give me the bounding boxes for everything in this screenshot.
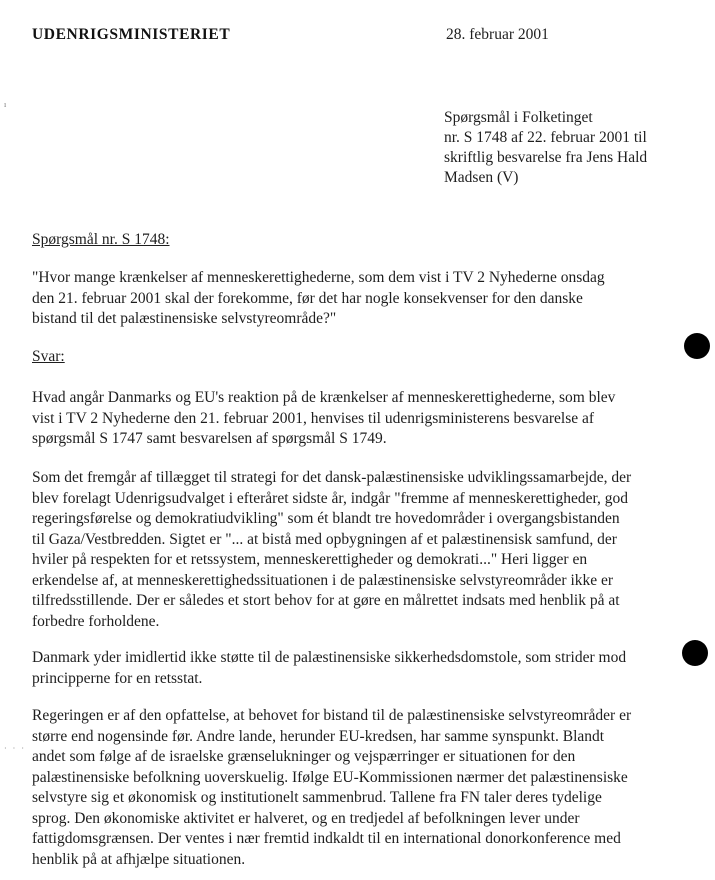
punch-hole	[682, 640, 708, 666]
scan-speckle: · · ·	[4, 744, 26, 753]
text-line: henblik på at afhjælpe situationen.	[32, 850, 246, 868]
text-line: Danmark yder imidlertid ikke støtte til de palæstinensiske sikkerhedsdomstole, som strider mod	[32, 649, 627, 666]
reference-line: nr. S 1748 af 22. februar 2001 til	[444, 129, 647, 146]
text-line: Hvad angår Danmarks og EU's reaktion på de krænkelser af menneskerettighederne, som blev	[32, 389, 616, 406]
document-date: 28. februar 2001	[446, 26, 549, 43]
scan-mark: ı	[4, 100, 7, 109]
text-line: "Hvor mange krænkelser af menneskerettighederne, som dem vist i TV 2 Nyhederne onsdag	[32, 269, 605, 286]
answer-paragraph-2	[32, 468, 704, 632]
text-line: erkendelse af, at menneskerettighedssituationen i de palæstinensiske selvstyreområder ikke er	[32, 571, 614, 589]
text-line: vist i TV 2 Nyhederne den 21. februar 2001, henvises til udenrigsministerens besvarelse af	[32, 409, 595, 427]
answer-paragraph-1	[32, 388, 704, 450]
question-heading: Spørgsmål nr. S 1748:	[32, 231, 170, 248]
text-line: blev forelagt Udenrigsudvalget i efteråret sidste år, indgår "fremme af menneskerettigheder, god	[32, 489, 629, 507]
reference-block	[444, 108, 694, 188]
reference-line: skriftlig besvarelse fra Jens Hald	[444, 149, 648, 166]
text-line: Regeringen er af den opfattelse, at behovet for bistand til de palæstinensiske selvstyreområder er	[32, 707, 632, 724]
text-line: bistand til det palæstinensiske selvstyreområde?"	[32, 310, 337, 327]
text-line: fattigdomsgrænsen. Der ventes i nær fremtid indkaldt til en international donorkonference med	[32, 830, 621, 847]
text-line: andet som følge af de israelske grænselukninger og vejspærringer er situationen for den	[32, 748, 576, 765]
answer-paragraph-4	[32, 706, 704, 870]
text-line: spørgsmål S 1747 samt besvarelsen af spørgsmål S 1749.	[32, 430, 387, 447]
reference-line: Spørgsmål i Folketinget	[444, 109, 593, 126]
text-line: til Gaza/Vestbredden. Sigtet er "... at bistå med opbygningen af et palæstinensisk samfund, der	[32, 530, 617, 548]
text-line: hviler på respekten for et retssystem, menneskerettigheder og demokrati..." Heri ligger en	[32, 551, 588, 568]
question-text	[32, 268, 704, 330]
text-line: regeringsførelse og demokratiudvikling" som ét blandt tre hovedområder i overgangsbistanden	[32, 510, 620, 527]
text-line: den 21. februar 2001 skal der forekomme, før det har nogle konsekvenser for den danske	[32, 289, 583, 307]
ministry-name: UDENRIGSMINISTERIET	[32, 26, 231, 43]
text-line: sprog. Den økonomiske aktivitet er halveret, og en tredjedel af befolkningen lever under	[32, 809, 580, 827]
reference-line: Madsen (V)	[444, 169, 519, 186]
text-line: Som det fremgår af tillægget til strategi for det dansk-palæstinensiske udviklingssamarbejde, der	[32, 469, 632, 486]
text-line: tilfredsstillende. Der er således et stort behov for at gøre en målrettet indsats med henblik på at	[32, 592, 620, 609]
text-line: selvstyre sig et økonomisk og institutionelt sammenbrud. Tallene fra FN taler deres tydelige	[32, 789, 602, 806]
text-line: større end nogensinde før. Andre lande, herunder EU-kredsen, har samme synspunkt. Blandt	[32, 727, 605, 745]
answer-paragraph-3	[32, 648, 704, 689]
punch-hole	[684, 333, 710, 359]
text-line: principperne for en retsstat.	[32, 669, 203, 687]
answer-heading: Svar:	[32, 348, 65, 365]
text-line: palæstinensiske befolkning uoverskuelig. Ifølge EU-Kommissionen nærmer det palæstinensiske	[32, 768, 628, 786]
text-line: forbedre forholdene.	[32, 612, 160, 630]
